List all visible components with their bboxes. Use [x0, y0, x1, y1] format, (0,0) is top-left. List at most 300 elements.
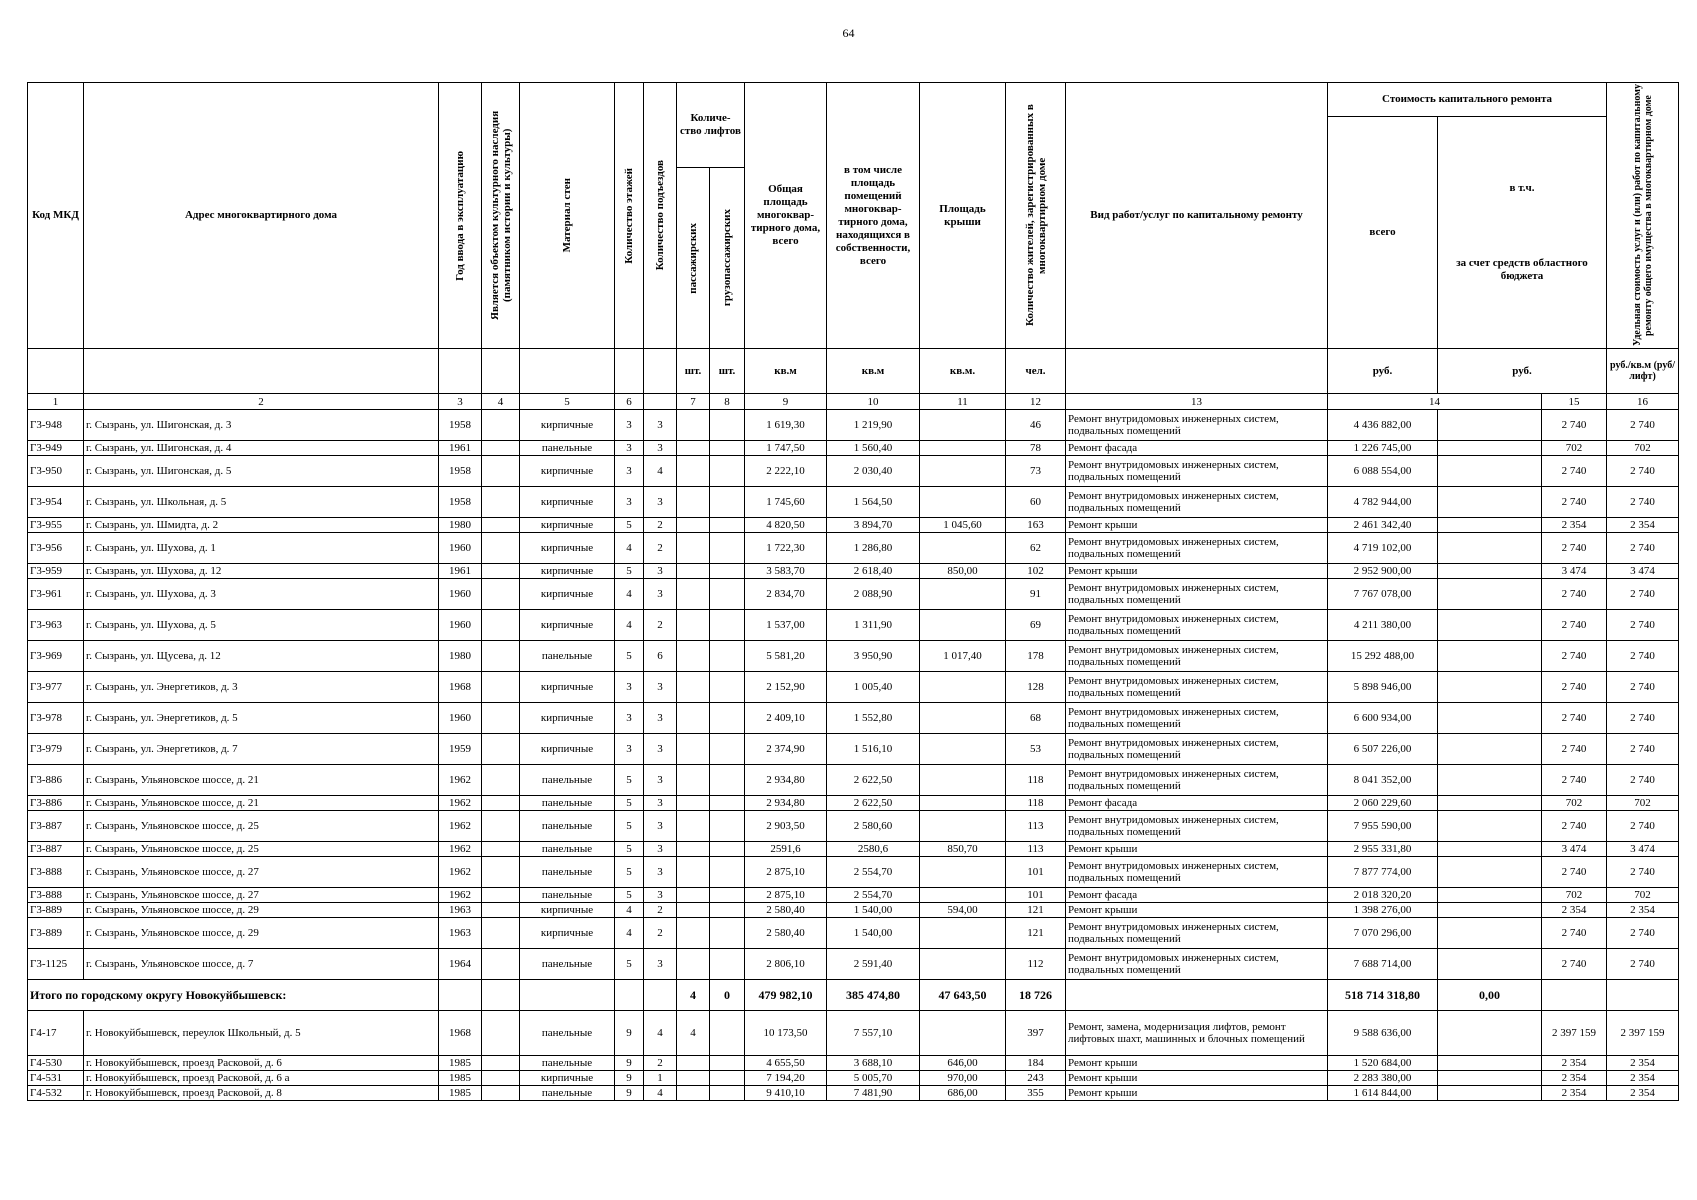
- cell-heritage: [482, 564, 520, 579]
- table-row: [28, 888, 1679, 903]
- cell-total-area: 2 934,80: [745, 796, 827, 811]
- cell-roof-area: [920, 796, 1006, 811]
- cell-entrances: 6: [644, 641, 677, 672]
- cell-code: Г4-530: [28, 1056, 84, 1071]
- cell-residents: 118: [1006, 796, 1066, 811]
- column-number: 7: [677, 394, 710, 410]
- cell-lifts-pass: [677, 579, 710, 610]
- cell-entrances: 2: [644, 918, 677, 949]
- cell-unit-cost: 3 474: [1542, 564, 1607, 579]
- cell-walls: кирпичные: [520, 610, 615, 641]
- cell-lifts-freight: [710, 518, 745, 533]
- cell-unit-cost: 2 740: [1542, 918, 1607, 949]
- cell-lifts-pass: 4: [677, 1011, 710, 1056]
- cell-unit-cost: 2 740: [1542, 765, 1607, 796]
- cell-residents: 118: [1006, 765, 1066, 796]
- cell-work-type: Ремонт внутридомовых инженерных систем, подвальных помещений: [1066, 456, 1328, 487]
- cell-cost-total: 2 461 342,40: [1328, 518, 1438, 533]
- cell-year: 1960: [439, 703, 482, 734]
- cell-max-cost: 2 740: [1607, 765, 1679, 796]
- cell-owned-area: 3 894,70: [827, 518, 920, 533]
- header-lifts-pass: пассажирских: [677, 168, 710, 349]
- cell-walls: кирпичные: [520, 1071, 615, 1086]
- cell-year: 1968: [439, 1011, 482, 1056]
- cell-year: 1958: [439, 487, 482, 518]
- cell-total-area: 4 820,50: [745, 518, 827, 533]
- cell-work-type: Ремонт фасада: [1066, 441, 1328, 456]
- cell-residents: 101: [1006, 888, 1066, 903]
- header-unit-cost: Удельная стоимость услуг и (или) работ по капитальному ремонту общего имущества в многоквартирном доме: [1607, 83, 1679, 349]
- cell-address: г. Сызрань, ул. Шухова, д. 1: [84, 533, 439, 564]
- cell-residents: 101: [1006, 857, 1066, 888]
- cell-code: Г3-950: [28, 456, 84, 487]
- total-blank: [615, 980, 644, 1011]
- table-row: [28, 579, 1679, 610]
- cell-residents: 102: [1006, 564, 1066, 579]
- cell-total-area: 2 374,90: [745, 734, 827, 765]
- cell-heritage: [482, 672, 520, 703]
- cell-cost-regional: [1438, 564, 1542, 579]
- cell-year: 1960: [439, 610, 482, 641]
- header-floors: Количество этажей: [615, 83, 644, 349]
- cell-cost-total: 6 507 226,00: [1328, 734, 1438, 765]
- cell-lifts-pass: [677, 903, 710, 918]
- cell-cost-total: 7 877 774,00: [1328, 857, 1438, 888]
- cell-cost-regional: [1438, 811, 1542, 842]
- cell-work-type: Ремонт крыши: [1066, 1086, 1328, 1101]
- cell-residents: 178: [1006, 641, 1066, 672]
- total-blank: [482, 980, 520, 1011]
- cell-entrances: 2: [644, 610, 677, 641]
- cell-work-type: Ремонт крыши: [1066, 903, 1328, 918]
- unit-cost-total: руб.: [1328, 349, 1438, 394]
- cell-lifts-freight: [710, 641, 745, 672]
- cell-floors: 5: [615, 857, 644, 888]
- cell-address: г. Сызрань, Ульяновское шоссе, д. 7: [84, 949, 439, 980]
- cell-max-cost: 2 740: [1607, 410, 1679, 441]
- cell-entrances: 1: [644, 1071, 677, 1086]
- unit-blank: [482, 349, 520, 394]
- cell-cost-total: 7 688 714,00: [1328, 949, 1438, 980]
- total-residents: 18 726: [1006, 980, 1066, 1011]
- cell-walls: кирпичные: [520, 918, 615, 949]
- cell-heritage: [482, 796, 520, 811]
- cell-entrances: 2: [644, 903, 677, 918]
- table-row: [28, 734, 1679, 765]
- cell-max-cost: 702: [1607, 888, 1679, 903]
- header-cost-regional: [1438, 117, 1607, 349]
- cell-entrances: 3: [644, 487, 677, 518]
- cell-code: Г3-963: [28, 610, 84, 641]
- cell-work-type: Ремонт внутридомовых инженерных систем, подвальных помещений: [1066, 579, 1328, 610]
- cell-cost-total: 1 398 276,00: [1328, 903, 1438, 918]
- header-entrances: Количество подъездов: [644, 83, 677, 349]
- cell-heritage: [482, 1086, 520, 1101]
- header-year: Год ввода в эксплуатацию: [439, 83, 482, 349]
- cell-max-cost: 702: [1607, 796, 1679, 811]
- cell-owned-area: 1 311,90: [827, 610, 920, 641]
- cell-floors: 5: [615, 518, 644, 533]
- cell-heritage: [482, 703, 520, 734]
- cell-code: Г3-956: [28, 533, 84, 564]
- cell-roof-area: 850,70: [920, 842, 1006, 857]
- cell-max-cost: 2 740: [1607, 949, 1679, 980]
- cell-work-type: Ремонт фасада: [1066, 888, 1328, 903]
- cell-max-cost: 3 474: [1607, 842, 1679, 857]
- total-regional: 0,00: [1438, 980, 1542, 1011]
- cell-walls: кирпичные: [520, 410, 615, 441]
- unit-roof-area: кв.м.: [920, 349, 1006, 394]
- cell-lifts-freight: [710, 441, 745, 456]
- cell-code: Г3-888: [28, 888, 84, 903]
- column-number: 12: [1006, 394, 1066, 410]
- cell-work-type: Ремонт внутридомовых инженерных систем, подвальных помещений: [1066, 641, 1328, 672]
- cell-address: г. Новокуйбышевск, проезд Расковой, д. 6: [84, 1056, 439, 1071]
- cell-entrances: 3: [644, 811, 677, 842]
- cell-cost-total: 9 588 636,00: [1328, 1011, 1438, 1056]
- cell-address: г. Сызрань, Ульяновское шоссе, д. 27: [84, 888, 439, 903]
- cell-floors: 4: [615, 918, 644, 949]
- cell-floors: 3: [615, 672, 644, 703]
- total-blank: [1066, 980, 1328, 1011]
- cell-floors: 3: [615, 456, 644, 487]
- cell-owned-area: 7 481,90: [827, 1086, 920, 1101]
- cell-walls: панельные: [520, 811, 615, 842]
- cell-unit-cost: 2 740: [1542, 487, 1607, 518]
- cell-address: г. Сызрань, ул. Шигонская, д. 5: [84, 456, 439, 487]
- total-blank: [1607, 980, 1679, 1011]
- cell-owned-area: 1 286,80: [827, 533, 920, 564]
- cell-lifts-pass: [677, 533, 710, 564]
- table-row: [28, 949, 1679, 980]
- cell-lifts-pass: [677, 1056, 710, 1071]
- table-row: [28, 811, 1679, 842]
- cell-floors: 5: [615, 641, 644, 672]
- cell-walls: кирпичные: [520, 903, 615, 918]
- cell-cost-regional: [1438, 518, 1542, 533]
- cell-unit-cost: 2 354: [1542, 1056, 1607, 1071]
- cell-lifts-pass: [677, 888, 710, 903]
- cell-heritage: [482, 456, 520, 487]
- cell-entrances: 2: [644, 518, 677, 533]
- cell-lifts-freight: [710, 842, 745, 857]
- cell-cost-total: 6 088 554,00: [1328, 456, 1438, 487]
- cell-cost-total: 8 041 352,00: [1328, 765, 1438, 796]
- cell-lifts-freight: [710, 672, 745, 703]
- cell-walls: кирпичные: [520, 564, 615, 579]
- cell-heritage: [482, 918, 520, 949]
- cell-lifts-pass: [677, 610, 710, 641]
- column-number: 9: [745, 394, 827, 410]
- header-cost-incl: в т.ч.: [1509, 182, 1535, 194]
- cell-lifts-pass: [677, 487, 710, 518]
- header-cost-regional-label: за счет средств областного бюджета: [1456, 257, 1588, 282]
- cell-walls: панельные: [520, 1086, 615, 1101]
- cell-cost-total: 1 520 684,00: [1328, 1056, 1438, 1071]
- total-blank: [1542, 980, 1607, 1011]
- table-row: [28, 641, 1679, 672]
- cell-address: г. Сызрань, ул. Шигонская, д. 4: [84, 441, 439, 456]
- cell-owned-area: 1 005,40: [827, 672, 920, 703]
- cell-walls: кирпичные: [520, 487, 615, 518]
- cell-work-type: Ремонт, замена, модернизация лифтов, ремонт лифтовых шахт, машинных и блочных помещений: [1066, 1011, 1328, 1056]
- cell-code: Г3-1125: [28, 949, 84, 980]
- cell-walls: кирпичные: [520, 579, 615, 610]
- cell-cost-total: 4 782 944,00: [1328, 487, 1438, 518]
- cell-entrances: 3: [644, 888, 677, 903]
- table-row: [28, 456, 1679, 487]
- header-residents: Количество жителей, зарегистрированных в многоквартирном доме: [1006, 83, 1066, 349]
- cell-entrances: 3: [644, 564, 677, 579]
- cell-lifts-pass: [677, 456, 710, 487]
- cell-unit-cost: 2 354: [1542, 903, 1607, 918]
- cell-residents: 355: [1006, 1086, 1066, 1101]
- cell-cost-total: 15 292 488,00: [1328, 641, 1438, 672]
- cell-entrances: 3: [644, 672, 677, 703]
- cell-roof-area: [920, 1011, 1006, 1056]
- cell-code: Г3-889: [28, 903, 84, 918]
- cell-year: 1985: [439, 1071, 482, 1086]
- cell-max-cost: 2 740: [1607, 456, 1679, 487]
- cell-heritage: [482, 734, 520, 765]
- cell-roof-area: 1 045,60: [920, 518, 1006, 533]
- cell-residents: 53: [1006, 734, 1066, 765]
- cell-address: г. Сызрань, Ульяновское шоссе, д. 21: [84, 796, 439, 811]
- cell-year: 1961: [439, 564, 482, 579]
- cell-max-cost: 2 740: [1607, 641, 1679, 672]
- cell-cost-regional: [1438, 533, 1542, 564]
- cell-entrances: 3: [644, 734, 677, 765]
- cell-cost-regional: [1438, 888, 1542, 903]
- cell-roof-area: [920, 672, 1006, 703]
- total-cost: 518 714 318,80: [1328, 980, 1438, 1011]
- cell-max-cost: 2 354: [1607, 903, 1679, 918]
- cell-floors: 5: [615, 888, 644, 903]
- cell-residents: 243: [1006, 1071, 1066, 1086]
- cell-owned-area: 1 540,00: [827, 903, 920, 918]
- cell-residents: 128: [1006, 672, 1066, 703]
- cell-roof-area: [920, 487, 1006, 518]
- cell-lifts-pass: [677, 641, 710, 672]
- cell-roof-area: [920, 579, 1006, 610]
- cell-cost-regional: [1438, 1056, 1542, 1071]
- cell-cost-total: 7 767 078,00: [1328, 579, 1438, 610]
- cell-address: г. Сызрань, ул. Энергетиков, д. 7: [84, 734, 439, 765]
- cell-max-cost: 2 354: [1607, 1056, 1679, 1071]
- column-number: 8: [710, 394, 745, 410]
- cell-residents: 121: [1006, 918, 1066, 949]
- cell-roof-area: [920, 610, 1006, 641]
- cell-code: Г3-887: [28, 811, 84, 842]
- cell-heritage: [482, 579, 520, 610]
- cell-walls: панельные: [520, 842, 615, 857]
- unit-lifts-pass: шт.: [677, 349, 710, 394]
- table-row: [28, 703, 1679, 734]
- cell-entrances: 3: [644, 410, 677, 441]
- cell-max-cost: 2 740: [1607, 610, 1679, 641]
- cell-year: 1958: [439, 410, 482, 441]
- unit-lifts-freight: шт.: [710, 349, 745, 394]
- cell-total-area: 1 745,60: [745, 487, 827, 518]
- cell-total-area: 4 655,50: [745, 1056, 827, 1071]
- cell-heritage: [482, 765, 520, 796]
- cell-floors: 3: [615, 703, 644, 734]
- cell-lifts-freight: [710, 487, 745, 518]
- cell-work-type: Ремонт внутридомовых инженерных систем, подвальных помещений: [1066, 949, 1328, 980]
- cell-address: г. Новокуйбышевск, проезд Расковой, д. 8: [84, 1086, 439, 1101]
- cell-heritage: [482, 857, 520, 888]
- cell-cost-regional: [1438, 1071, 1542, 1086]
- cell-address: г. Сызрань, ул. Шигонская, д. 3: [84, 410, 439, 441]
- cell-total-area: 2 409,10: [745, 703, 827, 734]
- cell-address: г. Сызрань, ул. Энергетиков, д. 3: [84, 672, 439, 703]
- cell-residents: 184: [1006, 1056, 1066, 1071]
- cell-lifts-freight: [710, 579, 745, 610]
- cell-address: г. Сызрань, ул. Шухова, д. 12: [84, 564, 439, 579]
- cell-owned-area: 2 580,60: [827, 811, 920, 842]
- table-row: [28, 518, 1679, 533]
- cell-work-type: Ремонт крыши: [1066, 1056, 1328, 1071]
- header-address: Адрес многоквартирного дома: [84, 83, 439, 349]
- cell-lifts-freight: [710, 903, 745, 918]
- cell-cost-regional: [1438, 703, 1542, 734]
- cell-roof-area: [920, 441, 1006, 456]
- cell-work-type: Ремонт внутридомовых инженерных систем, подвальных помещений: [1066, 487, 1328, 518]
- cell-code: Г3-959: [28, 564, 84, 579]
- cell-year: 1963: [439, 903, 482, 918]
- cell-heritage: [482, 888, 520, 903]
- cell-floors: 4: [615, 610, 644, 641]
- cell-walls: панельные: [520, 441, 615, 456]
- cell-total-area: 2 903,50: [745, 811, 827, 842]
- unit-blank: [1066, 349, 1328, 394]
- column-number: 13: [1066, 394, 1328, 410]
- cell-work-type: Ремонт внутридомовых инженерных систем, подвальных помещений: [1066, 765, 1328, 796]
- cell-max-cost: 2 740: [1607, 487, 1679, 518]
- cell-cost-regional: [1438, 672, 1542, 703]
- cell-work-type: Ремонт внутридомовых инженерных систем, подвальных помещений: [1066, 811, 1328, 842]
- cell-entrances: 3: [644, 949, 677, 980]
- header-total-area: Общая площадь многоквар- тирного дома, всего: [745, 83, 827, 349]
- cell-lifts-freight: [710, 918, 745, 949]
- unit-blank: [28, 349, 84, 394]
- table-row: [28, 1056, 1679, 1071]
- column-number: 5: [520, 394, 615, 410]
- cell-floors: 9: [615, 1011, 644, 1056]
- total-blank: [644, 980, 677, 1011]
- column-number: 1: [28, 394, 84, 410]
- cell-owned-area: 2 622,50: [827, 765, 920, 796]
- cell-year: 1961: [439, 441, 482, 456]
- cell-roof-area: [920, 703, 1006, 734]
- cell-unit-cost: 2 740: [1542, 811, 1607, 842]
- cell-address: г. Сызрань, ул. Энергетиков, д. 5: [84, 703, 439, 734]
- cell-cost-regional: [1438, 903, 1542, 918]
- cell-address: г. Сызрань, Ульяновское шоссе, д. 29: [84, 903, 439, 918]
- cell-heritage: [482, 842, 520, 857]
- cell-max-cost: 2 740: [1607, 672, 1679, 703]
- unit-blank: [644, 349, 677, 394]
- total-lifts-pass: 4: [677, 980, 710, 1011]
- table-row: [28, 842, 1679, 857]
- capital-repair-table: [27, 82, 1679, 1101]
- header-code: Код МКД: [28, 83, 84, 349]
- cell-lifts-pass: [677, 734, 710, 765]
- cell-roof-area: [920, 918, 1006, 949]
- cell-total-area: 2 152,90: [745, 672, 827, 703]
- cell-unit-cost: 2 740: [1542, 949, 1607, 980]
- unit-unit-cost: руб./кв.м (руб/лифт): [1607, 349, 1679, 394]
- cell-year: 1959: [439, 734, 482, 765]
- cell-unit-cost: 2 740: [1542, 641, 1607, 672]
- cell-residents: 69: [1006, 610, 1066, 641]
- unit-residents: чел.: [1006, 349, 1066, 394]
- cell-owned-area: 5 005,70: [827, 1071, 920, 1086]
- cell-entrances: 2: [644, 533, 677, 564]
- cell-cost-regional: [1438, 842, 1542, 857]
- cell-floors: 9: [615, 1086, 644, 1101]
- cell-unit-cost: 2 740: [1542, 734, 1607, 765]
- cell-walls: панельные: [520, 1056, 615, 1071]
- cell-year: 1968: [439, 672, 482, 703]
- page-number: 64: [842, 26, 855, 40]
- cell-cost-regional: [1438, 441, 1542, 456]
- cell-floors: 9: [615, 1071, 644, 1086]
- cell-roof-area: [920, 734, 1006, 765]
- cell-year: 1980: [439, 641, 482, 672]
- cell-lifts-pass: [677, 796, 710, 811]
- cell-year: 1962: [439, 796, 482, 811]
- cell-heritage: [482, 518, 520, 533]
- cell-cost-regional: [1438, 734, 1542, 765]
- cell-residents: 68: [1006, 703, 1066, 734]
- cell-year: 1963: [439, 918, 482, 949]
- cell-code: Г3-949: [28, 441, 84, 456]
- cell-lifts-pass: [677, 1071, 710, 1086]
- cell-year: 1985: [439, 1086, 482, 1101]
- column-number: 4: [482, 394, 520, 410]
- column-number: 11: [920, 394, 1006, 410]
- cell-total-area: 2 806,10: [745, 949, 827, 980]
- cell-cost-total: 6 600 934,00: [1328, 703, 1438, 734]
- cell-year: 1985: [439, 1056, 482, 1071]
- cell-work-type: Ремонт внутридомовых инженерных систем, подвальных помещений: [1066, 672, 1328, 703]
- cell-walls: кирпичные: [520, 456, 615, 487]
- cell-lifts-freight: [710, 1071, 745, 1086]
- cell-work-type: Ремонт крыши: [1066, 564, 1328, 579]
- cell-address: г. Сызрань, ул. Шмидта, д. 2: [84, 518, 439, 533]
- cell-residents: 397: [1006, 1011, 1066, 1056]
- cell-cost-regional: [1438, 949, 1542, 980]
- cell-owned-area: 3 950,90: [827, 641, 920, 672]
- cell-code: Г3-887: [28, 842, 84, 857]
- cell-lifts-freight: [710, 410, 745, 441]
- cell-lifts-freight: [710, 1086, 745, 1101]
- cell-entrances: 4: [644, 456, 677, 487]
- cell-owned-area: 1 540,00: [827, 918, 920, 949]
- cell-year: 1962: [439, 842, 482, 857]
- cell-lifts-freight: [710, 734, 745, 765]
- cell-heritage: [482, 1071, 520, 1086]
- cell-unit-cost: 2 354: [1542, 1071, 1607, 1086]
- cell-heritage: [482, 487, 520, 518]
- cell-owned-area: 1 516,10: [827, 734, 920, 765]
- cell-cost-regional: [1438, 796, 1542, 811]
- unit-blank: [439, 349, 482, 394]
- cell-owned-area: 1 219,90: [827, 410, 920, 441]
- cell-total-area: 1 619,30: [745, 410, 827, 441]
- cell-heritage: [482, 1056, 520, 1071]
